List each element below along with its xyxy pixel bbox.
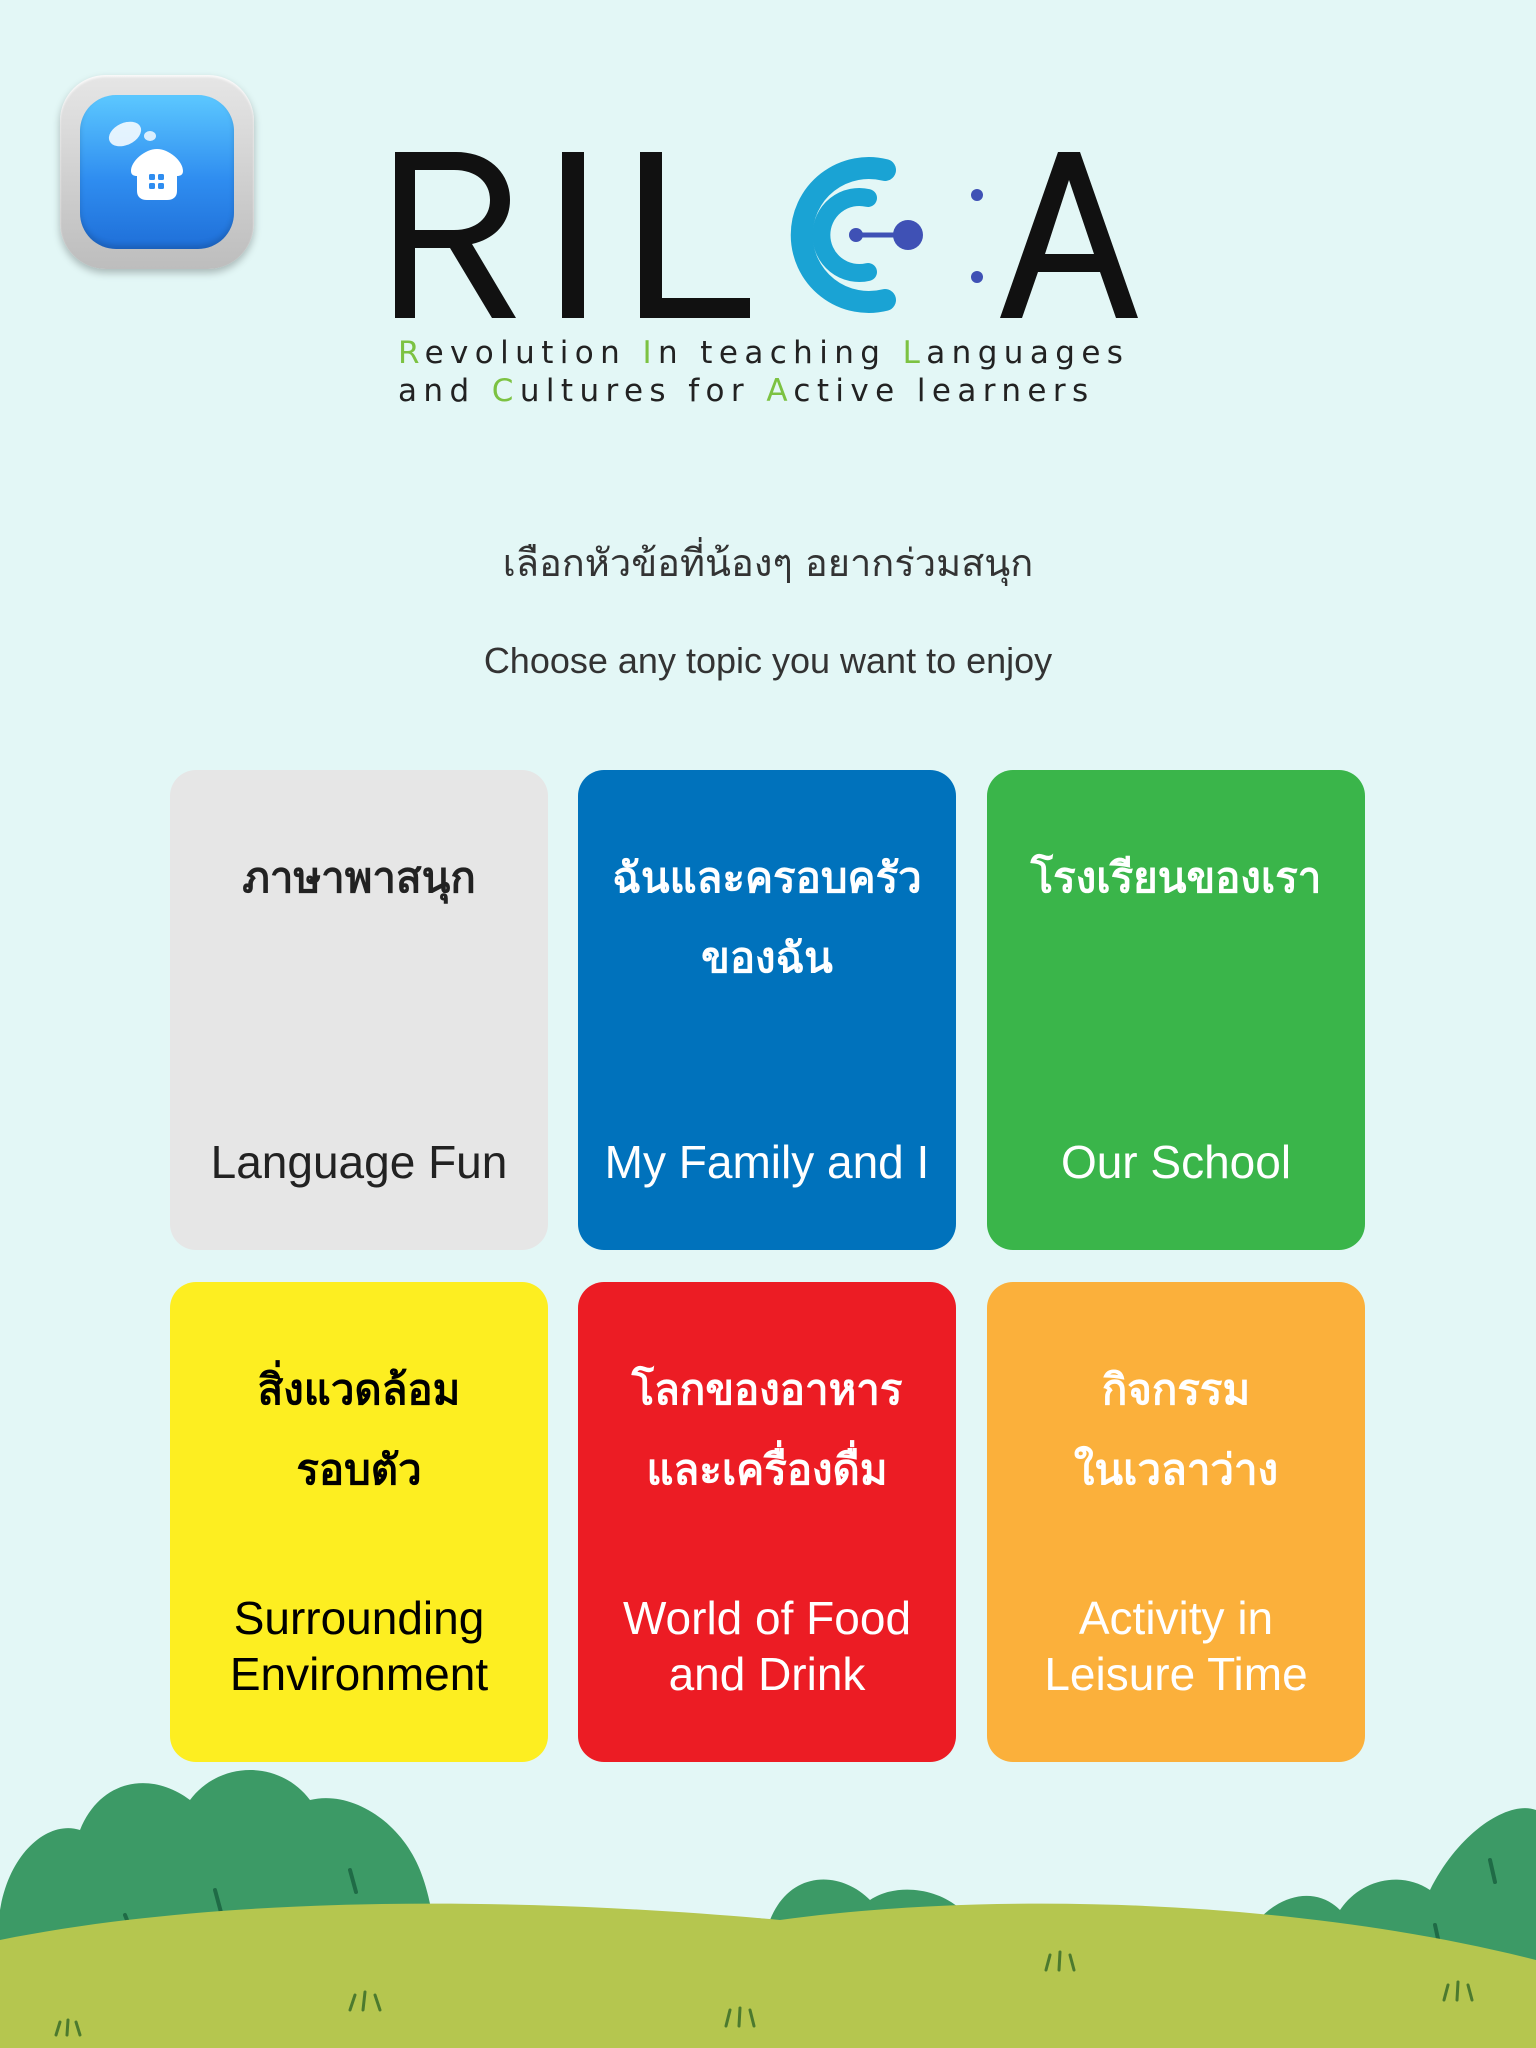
tagline-text: and: [398, 373, 492, 409]
tagline-initial: R: [398, 335, 425, 371]
rilca-wordmark: [390, 140, 1150, 340]
topic-english-title: Our School: [1060, 1136, 1292, 1188]
tagline-text: n teaching: [658, 335, 903, 371]
gloss-highlight: [105, 117, 145, 151]
tagline-initial: L: [902, 335, 927, 371]
topic-card-food-and-drink[interactable]: [578, 1282, 956, 1762]
rilca-logo: [390, 140, 1150, 430]
tagline-text: evolution: [424, 335, 643, 371]
logo-tagline-line1: [398, 335, 1168, 371]
landscape-illustration: [0, 1730, 1536, 2048]
tagline-text: anguages: [926, 335, 1130, 371]
topic-thai-title: กิจกรรม ในเวลาว่าง: [1073, 1365, 1279, 1494]
tagline-text: ultures for: [519, 373, 767, 409]
topic-card-my-family[interactable]: [578, 770, 956, 1250]
gloss-highlight: [144, 131, 156, 141]
topic-card-language-fun[interactable]: [170, 770, 548, 1250]
topic-english-title: Activity in Leisure Time: [1044, 1592, 1308, 1700]
topic-english-title: Surrounding Environment: [229, 1592, 489, 1700]
topic-card-surrounding-environment[interactable]: [170, 1282, 548, 1762]
topic-thai-title: สิ่งแวดล้อม รอบตัว: [257, 1365, 461, 1494]
tagline-text: ctive learners: [793, 373, 1095, 409]
topic-thai-title: ภาษาพาสนุก: [242, 853, 476, 902]
tagline-initial: I: [642, 335, 658, 371]
grass-hill: [0, 1904, 1536, 2048]
logo-tagline-line2: [398, 373, 1168, 409]
tagline-initial: C: [491, 373, 520, 409]
topic-thai-title: โลกของอาหาร และเครื่องดื่ม: [631, 1365, 903, 1494]
topic-card-our-school[interactable]: [987, 770, 1365, 1250]
topic-thai-title: โรงเรียนของเรา: [1030, 853, 1322, 902]
home-button-face: [80, 95, 234, 249]
home-icon: [127, 147, 187, 203]
home-button[interactable]: [60, 75, 254, 269]
heading-english: Choose any topic you want to enjoy: [483, 640, 1053, 681]
topic-english-title: Language Fun: [210, 1136, 508, 1188]
topic-thai-title: ฉันและครอบครัว ของฉัน: [612, 853, 922, 982]
topic-card-leisure-time[interactable]: [987, 1282, 1365, 1762]
tagline-initial: A: [766, 373, 794, 409]
topic-english-title: My Family and I: [604, 1136, 930, 1188]
topic-english-title: World of Food and Drink: [622, 1592, 912, 1700]
heading-thai: เลือกหัวข้อที่น้องๆ อยากร่วมสนุก: [502, 541, 1034, 585]
